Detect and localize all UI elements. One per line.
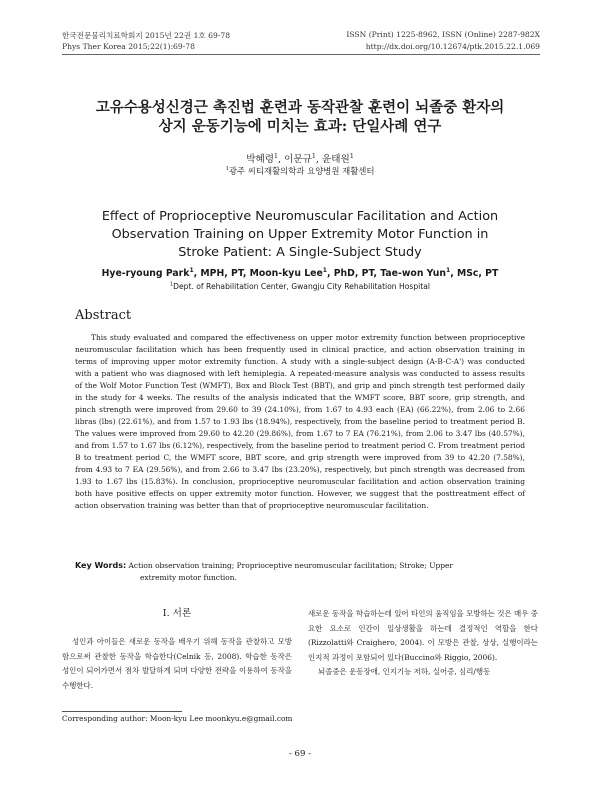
english-title-line-1: Effect of Proprioceptive Neuromuscular Facilitation and Action: [101, 209, 499, 224]
keywords-label: Key Words:: [75, 561, 127, 570]
korean-author: 박혜령: [246, 154, 275, 165]
english-affiliation-text: Dept. of Rehabilitation Center, Gwangju City Rehabilitation Hospital: [173, 282, 431, 291]
author-superscript: 1: [189, 266, 194, 274]
doi-link[interactable]: http://dx.doi.org/10.12674/ptk.2015.22.1.069: [365, 42, 540, 51]
korean-title-line-1: 고유수용성신경근 촉진법 훈련과 동작관찰 훈련이 뇌졸중 환자의: [95, 99, 505, 116]
footnote-divider: [62, 711, 182, 712]
author-superscript: 1: [322, 266, 327, 274]
running-header-row-2: [62, 42, 540, 51]
body-paragraph: 성인과 아이들은 새로운 동작을 배우기 위해 동작을 관찰하고 모방함으로써 관찰한 동작을 학습한다(Celnik 등, 2008). 학습한 동작은 성인이 되어가면서 점차 발달하게 되며 다양한 전략을 이용하여 동작을 수행한다.: [62, 637, 292, 690]
english-author-name: Hye-ryoung Park: [101, 268, 190, 279]
author-degree: , MPH, PT,: [193, 268, 250, 279]
author-degree: , PhD, PT,: [326, 268, 381, 279]
korean-title-line-2: 상지 운동기능에 미치는 효과: 단일사례 연구: [158, 118, 442, 135]
english-affiliation: [40, 282, 560, 291]
keywords-line-2: extremity motor function.: [140, 573, 237, 582]
page-number: - 69 -: [288, 749, 312, 759]
korean-affiliation: [40, 165, 560, 177]
issn: ISSN (Print) 1225-8962, ISSN (Online) 2287-982X: [346, 30, 540, 39]
running-header-row-1: [62, 30, 540, 41]
english-author-name: Moon-kyu Lee: [249, 268, 323, 279]
english-author-name: Tae-won Yun: [380, 268, 446, 279]
body-column-left: [62, 635, 292, 693]
korean-affiliation-text: 광주 씨티재활의학과 요양병원 재활센터: [228, 166, 375, 176]
english-title-line-2: Observation Training on Upper Extremity Motor Function in: [111, 227, 489, 242]
header-divider: [62, 54, 540, 55]
english-authors: [40, 268, 560, 279]
affiliation-superscript: 1: [225, 166, 229, 173]
keywords-block: [75, 560, 525, 584]
affiliation-superscript: 1: [169, 281, 174, 288]
author-superscript: 1: [445, 266, 451, 274]
journal-english-citation: Phys Ther Korea 2015;22(1):69-78: [62, 42, 195, 51]
body-paragraph: 뇌졸중은 운동장애, 인지기능 저하, 실어증, 심리/행동: [318, 667, 491, 677]
author-superscript: 1: [311, 152, 316, 160]
body-column-right: [308, 607, 538, 680]
abstract-heading: Abstract: [75, 308, 132, 323]
corresponding-author-footnote: Corresponding author: Moon-kyu Lee moonkyu.e@gmail.com: [62, 714, 293, 723]
author-superscript: 1: [349, 152, 354, 160]
keywords-line-1: Action observation training; Proprioceptive neuromuscular facilitation; Stroke; Upper: [128, 561, 453, 570]
korean-authors: 박혜령$^1$, 이문규$^1$, 윤태원$^1$: [246, 152, 354, 165]
author-superscript: 1: [274, 152, 278, 160]
body-paragraph: 새로운 동작을 학습하는데 있어 타인의 움직임을 모방하는 것은 매우 중요한 요소로 인간이 일상생활을 하는데 결정적인 역할을 한다(Rizzolatti와 Craighero, 2004). 이 모방은 관찰, 상상, 실행이라는 인지적 과정이 포함되어 있다(Buccino와 Riggio, 2006).: [308, 609, 538, 662]
journal-korean-citation: 한국전문물리치료학회지 2015년 22권 1호 69-78: [62, 31, 231, 40]
english-title-line-3: Stroke Patient: A Single-Subject Study: [178, 245, 422, 260]
section-heading-introduction: Ⅰ. 서론: [162, 608, 192, 619]
korean-author: 윤태원: [322, 154, 350, 165]
author-degree: , MSc, PT: [450, 268, 499, 279]
abstract-text: This study evaluated and compared the effectiveness on upper motor extremity function between proprioceptive neuromuscular facilitation which has been frequently used in clinical practice, and action observation training in terms of improving upper motor extremity function. A study with a single-subject design (A-B-C-A') was conducted with a patient who was diagnosed with left hemiplegia. A repeated-measure analysis was conducted to assess results of the Wolf Motor Function Test (WMFT), Box and Block Test (BBT), and grip and pinch strength test performed daily in the study for 4 weeks. The results of the analysis indicated that the WMFT score, BBT score, grip strength, and pinch strength were improved from 29.60 to 39 (24.10%), from 1.67 to 4.93 each (EA) (66.22%), from 2.06 to 2.66 libras (lbs) (22.61%), and from 1.57 to 1.93 lbs (18.94%), respectively, from the baseline period to treatment period B. The values were improved from 29.60 to 42.20 (29.86%), from 1.67 to 7 EA (76.21%), from 2.06 to 3.47 lbs (40.57%), and from 1.57 to 1.67 lbs (6.12%), respectively, from the baseline period to treatment period C. From treatment period B to treatment period C, the WMFT score, BBT score, and grip strength were improved from 39 to 42.20 (7.58%), from 4.93 to 7 EA (29.56%), and from 2.66 to 3.47 lbs (23.20%), respectively, but pinch strength was decreased from 1.93 to 1.67 lbs (15.83%). In conclusion, proprioceptive neuromuscular facilitation and action observation training both have positive effects on upper extremity motor function. However, we suggest that the posttreatment effect of action observation training was better than that of proprioceptive neuromuscular facilitation.: [75, 333, 525, 510]
korean-author: 이문규: [284, 154, 312, 165]
